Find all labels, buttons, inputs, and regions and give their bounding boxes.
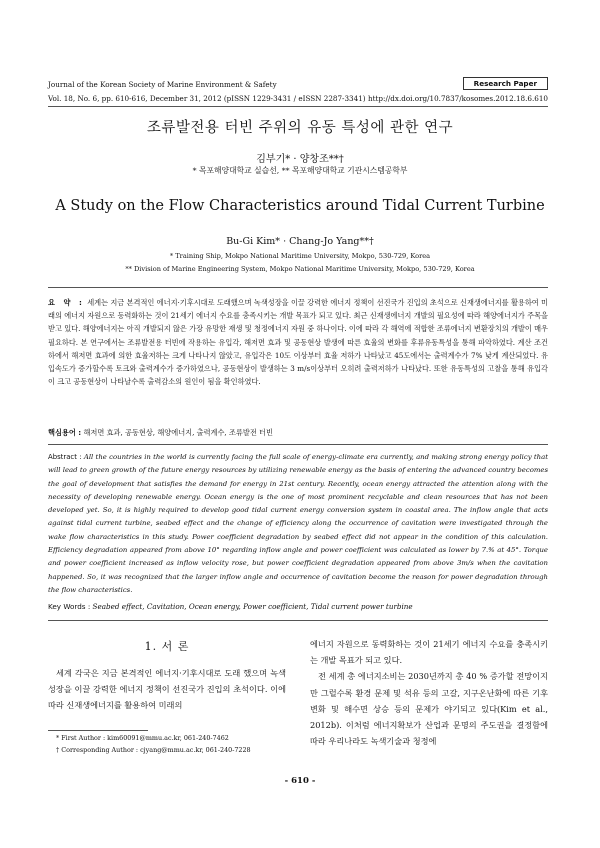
abstract-english [48, 451, 548, 597]
keywords-english-text: Seabed effect, Cavitation, Ocean energy, Power coefficient, Tidal current power turbine [92, 602, 413, 611]
abstract-mid-divider [48, 444, 548, 445]
intro-paragraph-1: 에너지 자원으로 동력화하는 것이 21세기 에너지 수요를 충족시키는 개발 목표가 되고 있다. [310, 639, 548, 666]
abstract-top-divider [48, 287, 548, 288]
keywords-korean [48, 428, 548, 438]
keywords-korean-text: 해저면 효과, 공동현상, 해양에너지, 출력계수, 조류발전 터빈 [83, 428, 273, 437]
abstract-bottom-divider [48, 620, 548, 621]
abstract-english-label: Abstract : [48, 453, 82, 461]
affiliation-english-1: * Training Ship, Mokpo National Maritime University, Mokpo, 530-729, Korea [169, 252, 431, 260]
footnote-corresponding-author: † Corresponding Author : cjyang@mmu.ac.kr, 061-240-7228 [56, 746, 251, 754]
header-divider [48, 106, 548, 107]
keywords-korean-label: 핵심용어 : [48, 428, 82, 437]
title-korean: 조류발전용 터빈 주위의 유동 특성에 관한 연구 [146, 120, 454, 136]
abstract-english-text: All the countries in the world is currently facing the full scale of energy-climate era currently, and making strong energy policy that will lead to green growth of the future energy resources by utilizing renewable energy as the basis of entering the advanced country becomes the goal of development that satisfies the demand for energy in 21st century. Recently, ocean energy attracted the attention along with the necessity of developing renewable energy. Ocean energy is the one of most prominent recyclable and clean resources that has not been developed yet. So, it is highly required to develop good tidal current energy conversion system in coastal area. The inflow angle that acts against tidal current turbine, seabed effect and the change of efficiency along the occurrence of cavitation were investigated through the wake flow characteristics in this study. Power coefficient degradation by seabed effect did not appear in the condition of this calculation. Efficiency degradation appeared from above 10° regarding inflow angle and power coefficient was calculated as lower by 7.% at 45°. Torque and power coefficient increased as inflow velocity rose, but power coefficient degradation appeared from above 3m/s when the cavitation happened. So, it was recognized that the larger inflow angle and occurrence of cavitation become the reason for power degradation through the flow characteristics. [48, 453, 548, 594]
doi-link[interactable]: http://dx.doi.org/10.7837/kosomes.2012.18.6.610 [368, 94, 548, 103]
keywords-english [48, 602, 548, 611]
abstract-korean [48, 296, 548, 388]
authors-english: Bu-Gi Kim* · Chang-Jo Yang**† [226, 236, 374, 247]
abstract-korean-label: 요 약 : [48, 298, 85, 307]
research-paper-badge: Research Paper [463, 77, 548, 90]
intro-right-column [310, 636, 548, 749]
volume-line: Vol. 18, No. 6, pp. 610-616, December 31, 2012 (pISSN 1229-3431 / eISSN 2287-3341) [48, 94, 366, 103]
page-number: - 610 - [284, 776, 316, 786]
authors-korean: 김부기* · 양창조**† [256, 154, 344, 165]
affiliation-korean: * 목포해양대학교 실습선, ** 목포해양대학교 기관시스템공학부 [192, 166, 408, 175]
intro-left-column: 세계 각국은 지금 본격적인 에너지·기후시대로 도래 했으며 녹색성장을 이끌 강력한 에너지 정책이 선진국가 진입의 초석이다. 이에 따라 신재생에너지를 활용하여 미래의 [48, 668, 286, 711]
footnote-first-author: * First Author : kim60091@mmu.ac.kr, 061-240-7462 [56, 734, 229, 742]
keywords-english-label: Key Words : [48, 602, 91, 611]
journal-name: Journal of the Korean Society of Marine Environment & Safety [48, 80, 277, 89]
intro-paragraph-2: 전 세계 총 에너지소비는 2030년까지 총 40 % 증가할 전망이지만 그럴수록 환경 문제 및 석유 등의 고갈, 지구온난화에 따른 기후변화 및 해수면 상승 등의 문제가 야기되고 있다(Kim et al., 2012b). 이처럼 에너지확보가 산업과 문명의 주도권을 결정함에 따라 우리나라도 녹색기술과 청정에 [310, 671, 548, 747]
section-heading-introduction: 1. 서 론 [144, 640, 190, 653]
footnote-divider [48, 730, 148, 731]
title-english: A Study on the Flow Characteristics around Tidal Current Turbine [55, 198, 545, 214]
affiliation-english-2: ** Division of Marine Engineering System, Mokpo National Maritime University, Mokpo, 530-729, Korea [125, 265, 475, 273]
abstract-korean-text: 세계는 지금 본격적인 에너지·기후시대로 도래했으며 녹색성장을 이끌 강력한 에너지 정책이 선진국가 진입의 초석으로 신재생에너지를 활용하여 미래의 에너지 자원으로 동력화하는 것이 21세기 에너지 수요를 충족시키는 개발 목표가 되고 있다. 최근 신재생에너지 개발의 필요성에 따라 해양에너지가 주목을 받고 있다. 해양에너지는 아직 개발되지 않은 가장 유망한 재생 및 청정에너지 자원 중 하나이다. 이에 따라 각 해역에 적합한 조류에너지 변환장치의 개발이 매우 필요하다. 본 연구에서는 조류발전용 터빈에 작용하는 유입각, 해저면 효과 및 공동현상 발생에 따른 효율의 변화를 후류유동특성을 통해 파악하였다. 계산 조건하에서 해저면 효과에 의한 효율저하는 크게 나타나지 않았고, 유입각은 10도 이상부터 효율 저하가 나타났고 45도에서는 출력계수가 7% 낮게 계산되었다. 유입속도가 증가할수록 토크와 출력계수가 증가하였으나, 공동현상이 발생하는 3 m/s이상부터 오히려 출력저하가 나타났다. 또한 유동특성의 고찰을 통해 유입각이 크고 공동현상이 나타날수록 출력감소의 원인이 됨을 확인하였다. [48, 298, 548, 387]
